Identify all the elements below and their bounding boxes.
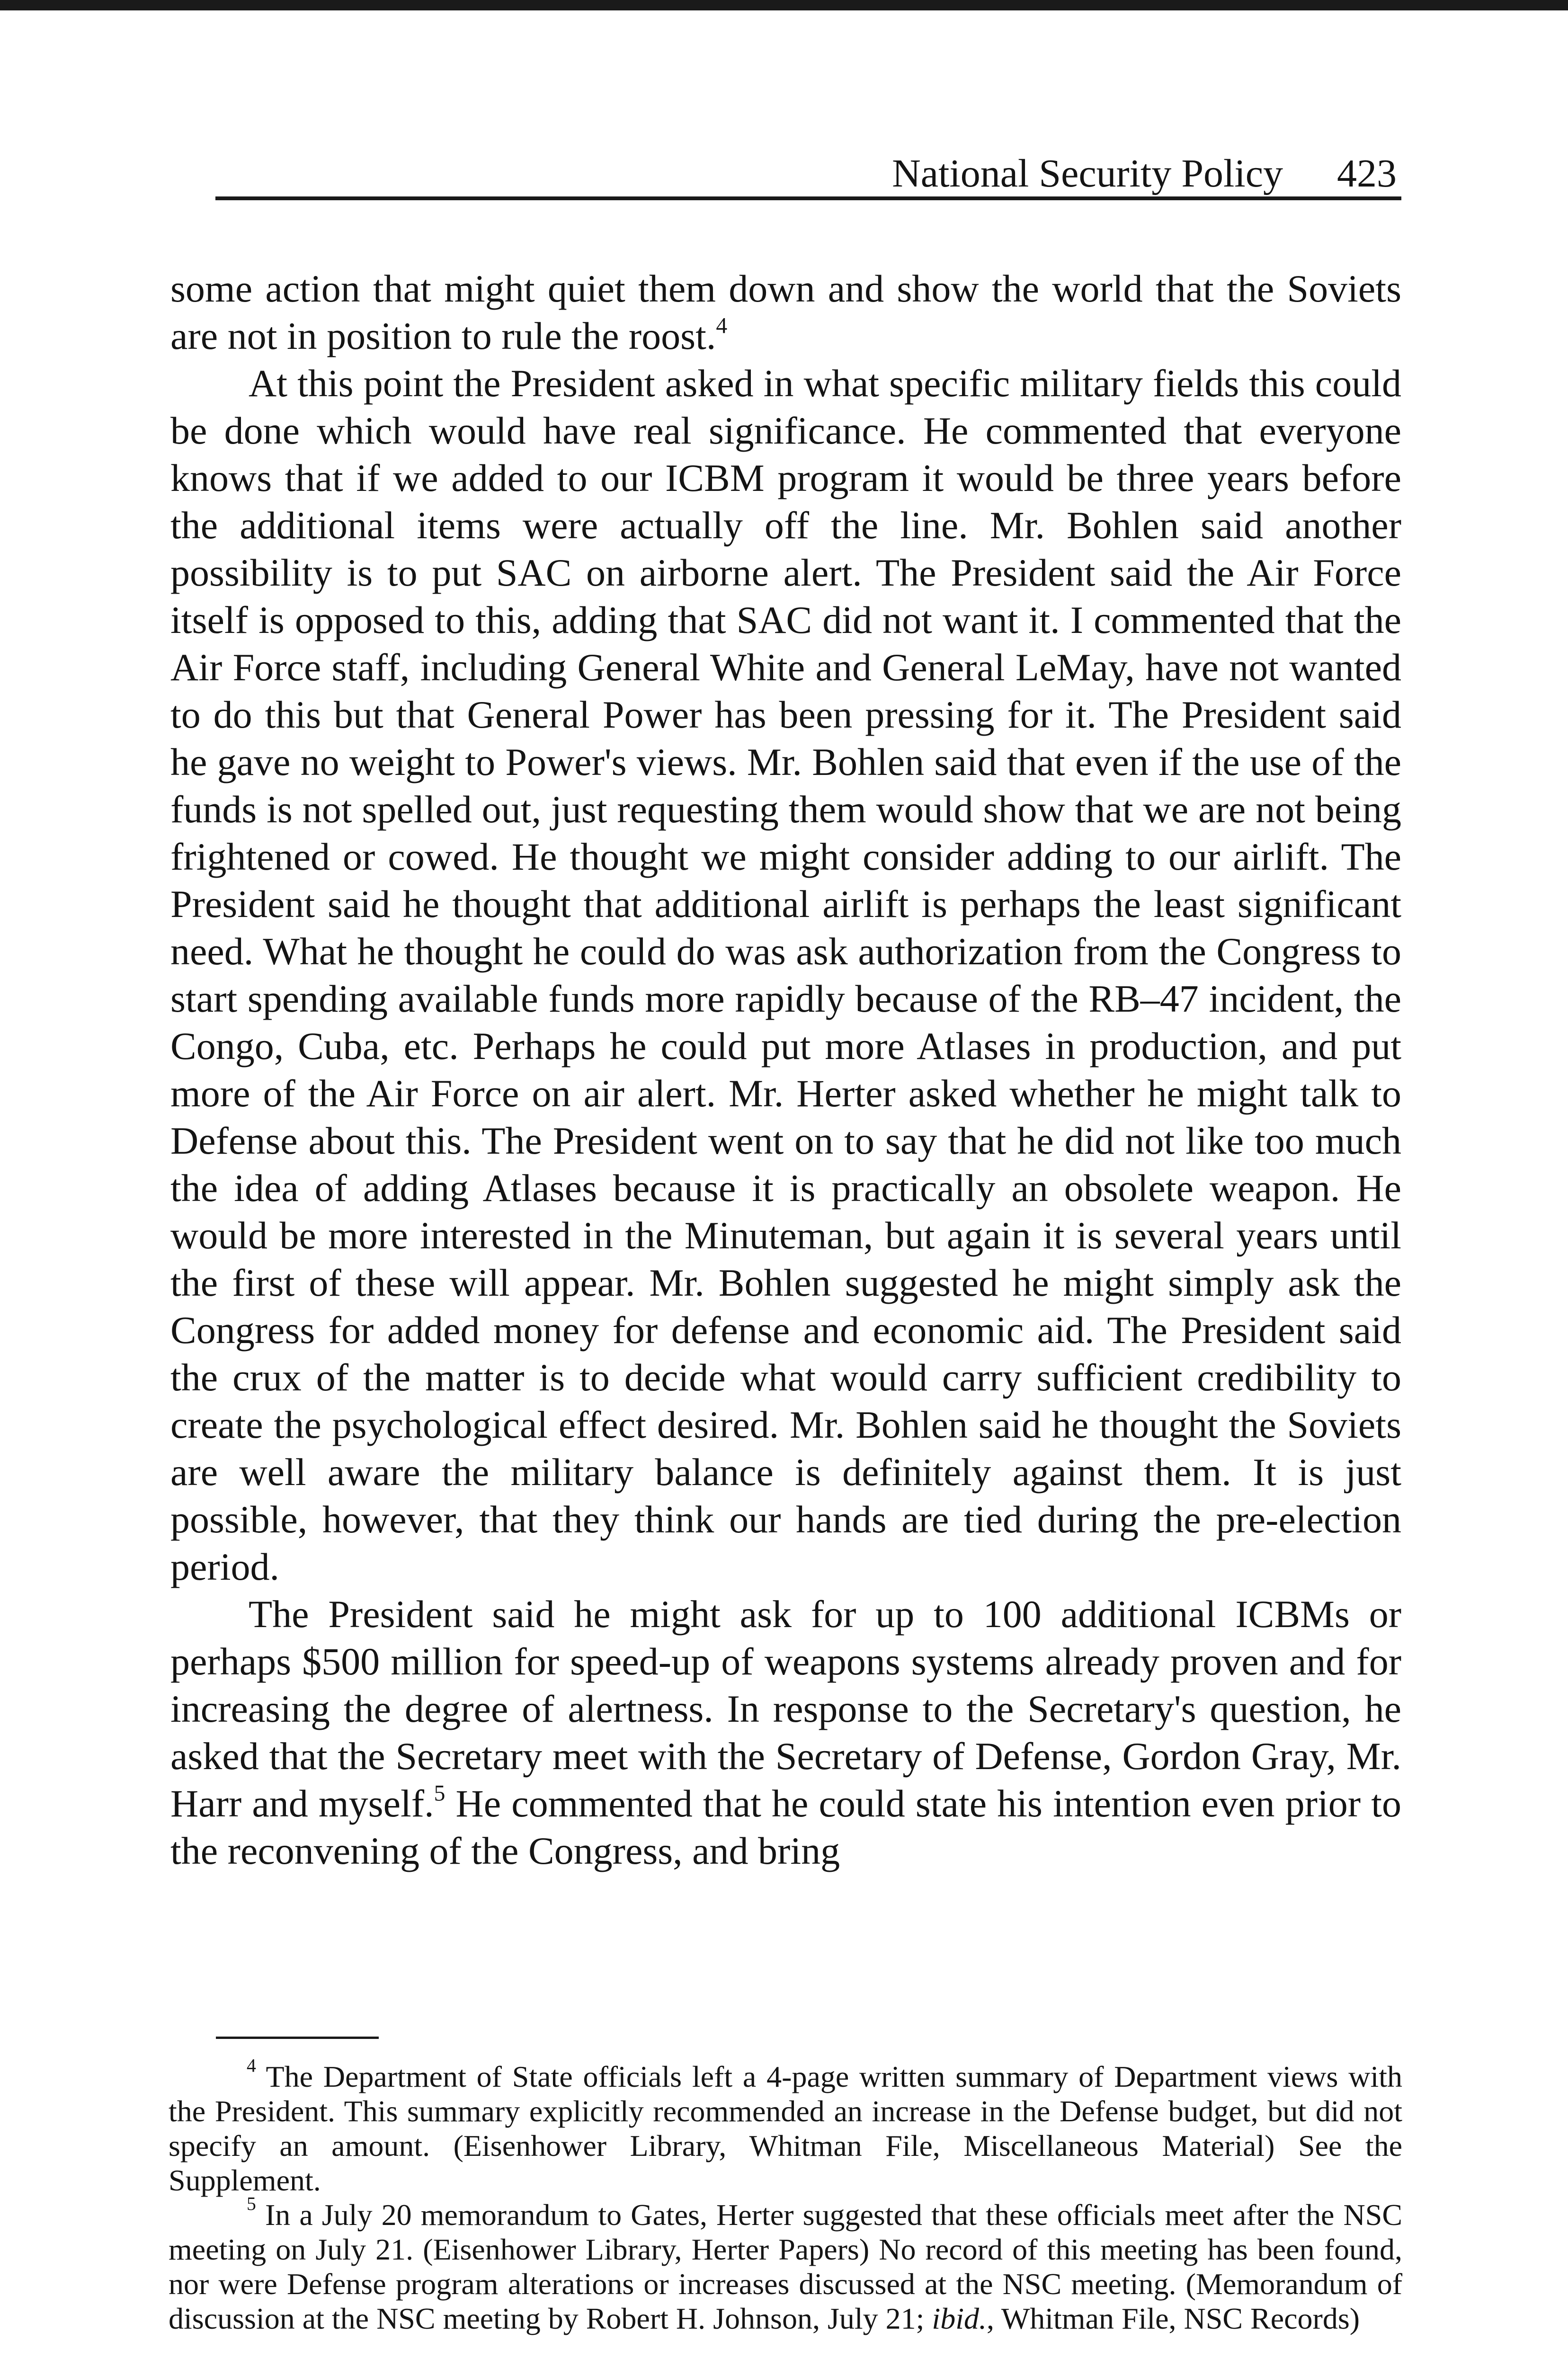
footnote-4-marker: 4 bbox=[247, 2055, 256, 2076]
page-number: 423 bbox=[1337, 151, 1397, 196]
paragraph-2-text: At this point the President asked in what specific military fields this could be done which would have real significance. He commented that everyone knows that if we added to our ICBM program it would be three years before the additional items were actually off the line. Mr. Bohlen said another possibility is to put SAC on airborne alert. The President said the Air Force itself is opposed to this, adding that SAC did not want it. I commented that the Air Force staff, including General White and General LeMay, have not wanted to do this but that General Power has been pressing for it. The President said he gave no weight to Power's views. Mr. Bohlen said that even if the use of the funds is not spelled out, just requesting them would show that we are not being frightened or cowed. He thought we might consider adding to our airlift. The President said he thought that additional airlift is perhaps the least significant need. What he thought he could do was ask authorization from the Congress to start spending available funds more rapidly because of the RB–47 incident, the Congo, Cuba, etc. Perhaps he could put more Atlases in production, and put more of the Air Force on air alert. Mr. Herter asked whether he might talk to Defense about this. The President went on to say that he did not like too much the idea of adding Atlases because it is practically an obsolete weapon. He would be more interested in the Minuteman, but again it is several years until the first of these will appear. Mr. Bohlen suggested he might simply ask the Congress for added money for defense and economic aid. The President said the crux of the matter is to decide what would carry sufficient credibility to create the psychological effect desired. Mr. Bohlen said he thought the Soviets are well aware the military balance is definitely against them. It is just possible, however, that they think our hands are tied during the pre-election period. bbox=[170, 362, 1401, 1588]
footnote-5-marker: 5 bbox=[247, 2193, 256, 2215]
running-header bbox=[215, 140, 1401, 200]
scan-top-edge bbox=[0, 0, 1568, 10]
footnote-5-ibid: ibid. bbox=[932, 2302, 987, 2335]
footnote-5-text-a: In a July 20 memorandum to Gates, Herter suggested that these officials meet after the NSC meeting on July 21. (Eisenhower Library, Herter Papers) No record of this meeting has been found, nor were Defense program alterations or increases discussed at the NSC meeting. (Memorandum of discussion at the NSC meeting by Robert H. Johnson, July 21; bbox=[169, 2198, 1402, 2335]
footnote-5 bbox=[169, 2193, 1402, 2336]
paragraph-3-text-b: He commented that he could state his intention even prior to the reconvening of the Congress, and bring bbox=[170, 1782, 1401, 1872]
paragraph-2 bbox=[170, 360, 1401, 1591]
footnote-5-text-b: , Whitman File, NSC Records) bbox=[986, 2302, 1360, 2335]
main-text bbox=[170, 265, 1401, 1875]
paragraph-1 bbox=[170, 265, 1401, 360]
footnotes bbox=[169, 2055, 1402, 2336]
paragraph-1-text: some action that might quiet them down and show the world that the Soviets are not in position to rule the roost. bbox=[170, 267, 1401, 357]
footnote-4 bbox=[169, 2055, 1402, 2198]
paragraph-3-text-a: The President said he might ask for up to 100 additional ICBMs or perhaps $500 million for speed-up of weapons systems already proven and for increasing the degree of alertness. In response to the Secretary's question, he asked that the Secretary meet with the Secretary of Defense, Gordon Gray, Mr. Harr and myself. bbox=[170, 1593, 1401, 1825]
footnote-ref-5: 5 bbox=[434, 1781, 445, 1806]
footnote-ref-4: 4 bbox=[716, 313, 728, 338]
footnote-4-text: The Department of State officials left a 4-page written summary of Department views with the President. This summary explicitly recommended an increase in the Defense budget, but did not specify an amount. (Eisenhower Library, Whitman File, Miscellaneous Material) See the Supplement. bbox=[169, 2060, 1402, 2197]
running-title: National Security Policy bbox=[892, 151, 1283, 196]
footnote-separator bbox=[216, 2037, 379, 2039]
paragraph-3 bbox=[170, 1591, 1401, 1875]
